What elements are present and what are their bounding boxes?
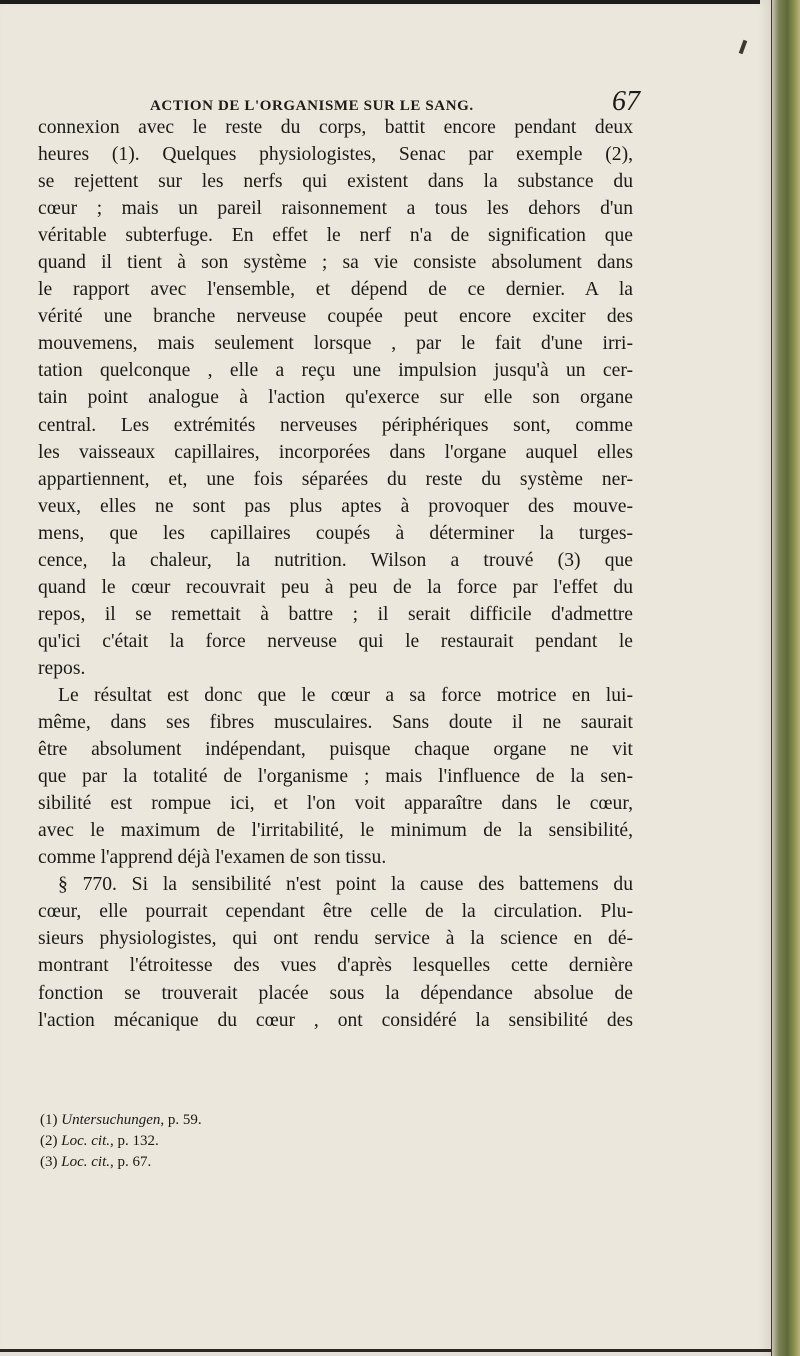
- page-number: 67: [612, 86, 640, 117]
- running-head: ACTION DE L'ORGANISME SUR LE SANG.: [150, 98, 474, 114]
- text-line: mens, que les capillaires coupés à déterminer la turges-: [38, 522, 633, 544]
- text-line: tation quelconque , elle a reçu une impulsion jusqu'à un cer-: [38, 360, 633, 382]
- text-line: heures (1). Quelques physiologistes, Senac par exemple (2),: [38, 144, 633, 166]
- text-line: se rejettent sur les nerfs qui existent dans la substance du: [38, 171, 633, 193]
- footnote-ref: , p. 67.: [110, 1154, 152, 1170]
- top-rule: [0, 0, 760, 4]
- text-line: le rapport avec l'ensemble, et dépend de ce dernier. A la: [38, 279, 633, 301]
- footnote-title: Untersuchungen: [61, 1112, 161, 1128]
- text-line: quand il tient à son système ; sa vie consiste absolument dans: [38, 252, 633, 274]
- footnote-marker: (3): [40, 1154, 58, 1170]
- footnote-ref: , p. 132.: [110, 1133, 159, 1149]
- text-line: tain point analogue à l'action qu'exerce sur elle son organe: [38, 387, 633, 409]
- text-line: cœur, elle pourrait cependant être celle de la circulation. Plu-: [38, 901, 633, 923]
- footnote-3: [40, 1152, 440, 1173]
- footnote-title: Loc. cit.: [61, 1154, 110, 1170]
- text-line: veux, elles ne sont pas plus aptes à provoquer des mouve-: [38, 495, 633, 517]
- text-line: les vaisseaux capillaires, incorporées dans l'organe auquel elles: [38, 441, 633, 463]
- text-line: véritable subterfuge. En effet le nerf n'a de signification que: [38, 225, 633, 247]
- section-line: § 770. Si la sensibilité n'est point la cause des battemens du: [58, 874, 633, 896]
- footnote-title: Loc. cit.: [61, 1133, 110, 1149]
- text-line: vérité une branche nerveuse coupée peut encore exciter des: [38, 306, 633, 328]
- body-text: [38, 114, 633, 1034]
- text-line: mouvemens, mais seulement lorsque , par le fait d'une irri-: [38, 333, 633, 355]
- text-line: repos, il se remettait à battre ; il serait difficile d'admettre: [38, 603, 633, 625]
- text-line: montrant l'étroitesse des vues d'après lesquelles cette dernière: [38, 955, 633, 977]
- text-line: Le résultat est donc que le cœur a sa force motrice en lui-: [58, 684, 633, 706]
- text-line: appartiennent, et, une fois séparées du reste du système ner-: [38, 468, 633, 490]
- text-line: quand le cœur recouvrait peu à peu de la force par l'effet du: [38, 576, 633, 598]
- paragraph-end-line: comme l'apprend déjà l'examen de son tissu.: [38, 847, 387, 869]
- footnote-1: [40, 1110, 440, 1131]
- text-line: cence, la chaleur, la nutrition. Wilson a trouvé (3) que: [38, 549, 633, 571]
- text-line: central. Les extrémités nerveuses périphériques sont, comme: [38, 414, 633, 436]
- text-line: être absolument indépendant, puisque chaque organe ne vit: [38, 739, 633, 761]
- text-line: fonction se trouverait placée sous la dépendance absolue de: [38, 982, 633, 1004]
- footnote-2: [40, 1131, 440, 1152]
- paragraph-end-line: repos.: [38, 657, 86, 679]
- text-line: connexion avec le reste du corps, battit encore pendant deux: [38, 117, 633, 138]
- text-line: cœur ; mais un pareil raisonnement a tous les dehors d'un: [38, 198, 633, 220]
- text-line: qu'ici c'était la force nerveuse qui le restaurait pendant le: [38, 630, 633, 652]
- footnote-ref: , p. 59.: [160, 1112, 202, 1128]
- ink-mark: [739, 40, 748, 55]
- text-line: que par la totalité de l'organisme ; mais l'influence de la sen-: [38, 766, 633, 788]
- text-line: sibilité est rompue ici, et l'on voit apparaître dans le cœur,: [38, 793, 633, 815]
- text-line: l'action mécanique du cœur , ont considéré la sensibilité des: [38, 1009, 633, 1031]
- book-binding: [772, 0, 800, 1356]
- footnote-marker: (2): [40, 1133, 58, 1149]
- text-line: sieurs physiologistes, qui ont rendu service à la science en dé-: [38, 928, 633, 950]
- footnote-marker: (1): [40, 1112, 58, 1128]
- text-line: avec le maximum de l'irritabilité, le minimum de la sensibilité,: [38, 820, 633, 842]
- text-line: même, dans ses fibres musculaires. Sans doute il ne saurait: [38, 712, 633, 734]
- footnotes: [40, 1110, 440, 1173]
- bottom-rule: [0, 1349, 772, 1352]
